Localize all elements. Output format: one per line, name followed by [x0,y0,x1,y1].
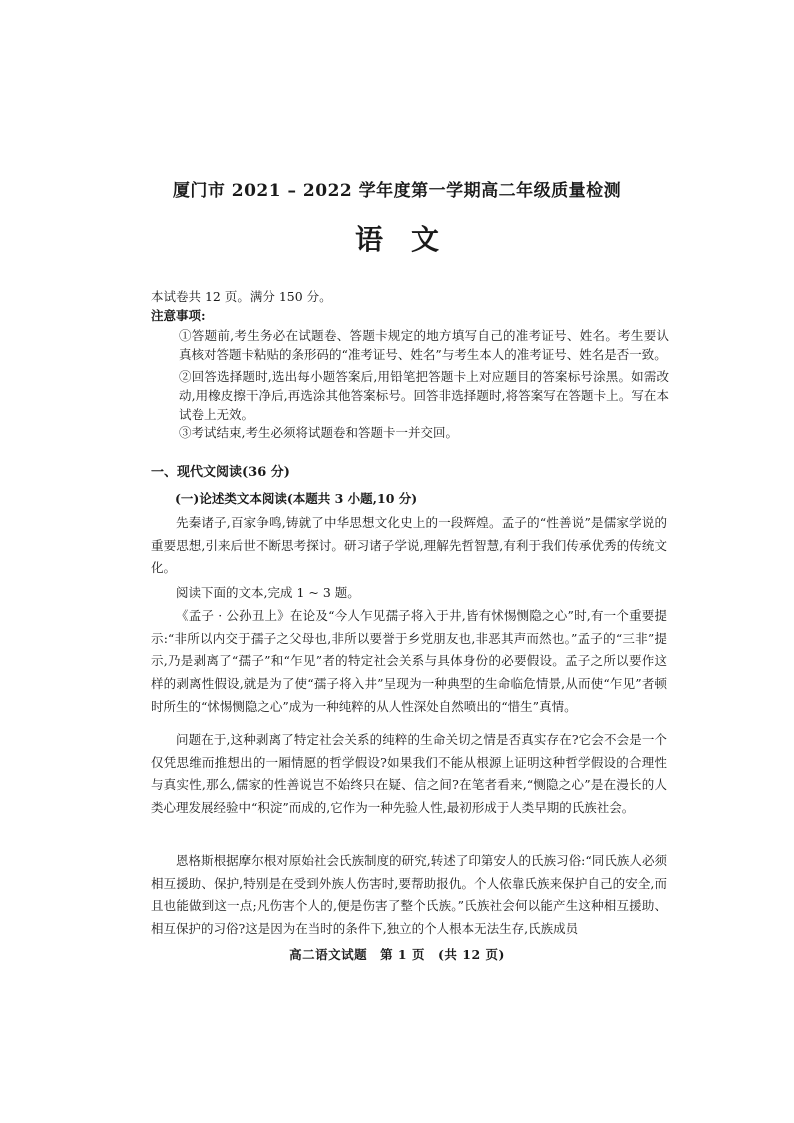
notice-text-3: ③考试结束,考生必须将试题卷和答题卡一并交回。 [179,425,458,440]
notice-title: 注意事项: [151,308,206,323]
text-paragraph-2: 问题在于,这种剥离了特定社会关系的纯粹的生命关切之情是否真实存在?它会不会是一个仅凭思维而推想出的一厢情愿的哲学假设?如果我们不能从根源上证明这种哲学假设的合理性与真实性,那么,儒家的性善说岂不始终只在疑、信之间?在笔者看来,“恻隐之心”是在漫长的人类心理发展经验中“积淀”而成的,它作为一种先验人性,最初形成于人类早期的氏族社会。 [151,732,667,816]
exam-info: 本试卷共 12 页。满分 150 分。 [151,289,332,304]
notice-text-1: ①答题前,考生务必在试题卷、答题卡规定的地方填写自己的准考证号、姓名。考生要认真核对答题卡粘贴的条形码的“准考证号、姓名”与考生本人的准考证号、姓名是否一致。 [179,328,669,362]
section-subheading: (一)论述类文本阅读(本题共 3 小题,10 分) [175,491,418,506]
text-paragraph-3: 恩格斯根据摩尔根对原始社会氏族制度的研究,转述了印第安人的氏族习俗:“同氏族人必须相互援助、保护,特别是在受到外族人伤害时,要帮助报仇。个人依靠氏族来保护自己的安全,而且也能做到这一点;凡伤害个人的,便是伤害了整个氏族。”氏族社会何以能产生这种相互援助、相互保护的习俗?这是因为在当时的条件下,独立的个人根本无法生存,氏族成员 [151,853,667,937]
preface-paragraph: 先秦诸子,百家争鸣,铸就了中华思想文化史上的一段辉煌。孟子的“性善说”是儒家学说的重要思想,引来后世不断思考探讨。研习诸子学说,理解先哲智慧,有利于我们传承优秀的传统文化。 [151,515,667,576]
reading-instruction: 阅读下面的文本,完成 1 ~ 3 题。 [176,585,360,600]
notice-item-1 [179,326,669,364]
text-paragraph-1: 《孟子 · 公孙丑上》在论及“今人乍见孺子将入于井,皆有怵惕恻隐之心”时,有一个重要提示:“非所以内交于孺子之父母也,非所以要誉于乡党朋友也,非恶其声而然也。”孟子的“三非”提示,乃是剥离了“孺子”和“乍见”者的特定社会关系与具体身份的必要假设。孟子之所以要作这样的剥离性假设,就是为了使“孺子将入井”呈现为一种典型的生命临危情景,从而使“乍见”者顿时所生的“怵惕恻隐之心”成为一种纯粹的从人性深处自然喷出的“惜生”真情。 [151,608,667,714]
subject-title: 语文 [354,223,467,256]
notice-item-2 [179,367,669,424]
notice-text-2: ②回答选择题时,选出每小题答案后,用铅笔把答题卡上对应题目的答案标号涂黑。如需改动,用橡皮擦干净后,再选涂其他答案标号。回答非选择题时,将答案写在答题卡上。写在本试卷上无效。 [179,369,669,422]
section-heading: 一、现代文阅读(36 分) [151,465,290,480]
exam-title: 厦门市 2021 – 2022 学年度第一学期高二年级质量检测 [172,181,622,201]
notice-item-3 [179,423,669,442]
page-footer: 高二语文试题 第 1 页 (共 12 页) [289,947,505,962]
